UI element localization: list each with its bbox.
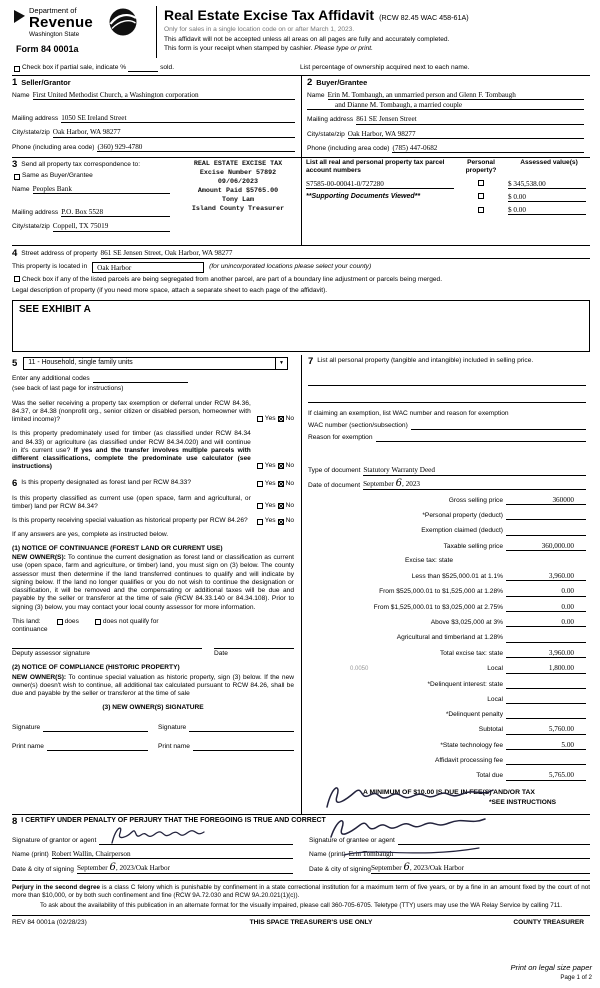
tax-row: Local	[308, 695, 590, 704]
current-use-question: Is this property classified as current use (open space, farm and agricultural, or timber) land per RCW 84.34? Yes No	[12, 494, 294, 511]
chevron-down-icon: ▼	[275, 358, 287, 369]
buyer-mailing-field[interactable]: 861 SE Jensen Street	[356, 115, 584, 124]
additional-codes-field[interactable]	[93, 376, 188, 383]
yes-label: Yes	[264, 502, 276, 510]
parcel-row	[306, 206, 590, 215]
continuance-label: continuance	[12, 626, 48, 633]
yes-label: Yes	[264, 517, 276, 525]
parcel-table	[301, 158, 590, 245]
treasurer-stamp: REAL ESTATE EXCISE TAX Excise Number 57892 09/06/2023 Amount Paid $5765.00 Tony Lam Island County Treasurer	[191, 160, 285, 214]
tax-row-value[interactable]: 5,765.00	[506, 771, 586, 780]
yes-no-group	[255, 415, 294, 423]
tax-row-value[interactable]: 360000	[506, 496, 586, 505]
yes-label: Yes	[264, 479, 276, 487]
tax-computation	[308, 496, 590, 781]
tax-row-value[interactable]	[506, 527, 586, 536]
located-in-label: This property is located in	[12, 263, 88, 271]
header-note-1: Only for sales in a single location code on or after March 1, 2023.	[164, 26, 355, 33]
new-owner-signature-field[interactable]	[43, 731, 148, 732]
seller-name-field[interactable]: First United Methodist Church, a Washington corporation	[33, 91, 295, 100]
tax-row-value[interactable]: 5.00	[506, 741, 586, 750]
print-note: Print on legal size paper Page 1 of 2	[510, 962, 592, 982]
new-owner-print-row: Print name Print name	[12, 743, 294, 751]
partial-sale-checkbox[interactable]	[14, 66, 20, 72]
legal-description-box[interactable]	[12, 300, 590, 352]
exemption-reason-field[interactable]	[376, 441, 586, 442]
buyer-name-field[interactable]: Erin M. Tombaugh, an unmarried person and Glenn F. Tombaugh	[328, 91, 584, 100]
tax-row-value[interactable]	[506, 695, 586, 704]
forest-land-question: 6 Is this property designated as forest land per RCW 84.33? Yes No	[12, 478, 294, 490]
no-label: No	[285, 462, 294, 470]
notice-compliance-title: (2) NOTICE OF COMPLIANCE (HISTORIC PROPERTY)	[12, 664, 180, 672]
historic-question: Is this property receiving special valuation as historical property per RCW 84.26? Yes No	[12, 517, 294, 525]
seller-section: 1 Seller/Grantor Name First United Methodist Church, a Washington corporation Mailing address 1050 SE Ireland Street City/state/zip Oak Harbor, WA 98277 Phone (including area code) (360) 929-4780	[12, 76, 301, 157]
exhibit-text: SEE EXHIBIT A	[19, 304, 91, 316]
grantor-signature-field[interactable]	[99, 844, 293, 845]
tax-row-value[interactable]: 5,760.00	[506, 725, 586, 734]
no-label: No	[285, 415, 294, 423]
correspondence-intro: Send all property tax correspondence to:	[21, 161, 141, 169]
tax-row: Affidavit processing fee	[308, 756, 590, 765]
no-checkbox[interactable]	[278, 463, 284, 469]
rev-number: REV 84 0001a (02/28/23)	[12, 918, 87, 926]
new-owner-signature-row: Signature Signature	[12, 724, 294, 732]
seller-city-field[interactable]: Oak Harbor, WA 98277	[53, 128, 295, 137]
correspondence-section: 3 Send all property tax correspondence to: Same as Buyer/Grantee Name Peoples Bank Mailing address P.O. Box 5528 City/state/zip Coppell, TX 75019 REAL ESTATE EXCISE TAX Excise Number 57892 09/06/2023 Amount Paid $5765.00 Tony Lam Island County Treasurer List all real and personal property tax parcel account numbers Personal property? Assessed value(s) S7585-00-00041-0/727280 $ 345,538.00 **Supporting Documents Viewed** $ 0.00 $ 0.00	[12, 158, 590, 246]
handwritten-day: 6	[403, 862, 410, 874]
new-owner-print-field[interactable]	[47, 750, 148, 751]
tax-row-value[interactable]	[506, 680, 586, 689]
dept-line2: Revenue	[29, 14, 93, 32]
no-checkbox[interactable]	[278, 519, 284, 525]
grantee-print-name-field[interactable]: Erin Tombaugh	[349, 850, 590, 859]
yes-no-group	[255, 517, 294, 525]
handwritten-day: 6	[109, 862, 116, 874]
yes-no-group	[255, 502, 294, 510]
document-type-field[interactable]: Statutory Warranty Deed	[363, 466, 586, 475]
exemption-note: If claiming an exemption, list WAC number and reason for exemption	[308, 409, 509, 417]
page-footer	[12, 915, 590, 927]
yes-checkbox[interactable]	[257, 503, 263, 509]
certify-statement: I CERTIFY UNDER PENALTY OF PERJURY THAT THE FOREGOING IS TRUE AND CORRECT	[21, 817, 326, 825]
property-type-value: 11 - Household, single family units	[28, 359, 133, 367]
assessed-value-field[interactable]: $ 345,538.00	[508, 180, 586, 189]
yes-no-group	[255, 480, 294, 488]
deputy-signature-line[interactable]: Deputy assessor signature	[12, 648, 202, 658]
local-rate: 0.0050	[350, 666, 369, 673]
no-checkbox[interactable]	[278, 416, 284, 422]
grantor-date-field[interactable]: September 6, 2023/Oak Harbor	[77, 864, 293, 874]
partial-sale-label: Check box if partial sale, indicate %	[22, 64, 127, 71]
exemption-question: Was the seller receiving a property tax exemption or deferral under RCW 84.36, 84.37, or 84.38 (nonprofit org., senior citizen or disabled person, homeowner with limited income)? Yes No	[12, 399, 294, 424]
located-note: (for unincorporated locations please select your county)	[209, 263, 372, 271]
tty-note: To ask about the availability of this publication in an alternate format for the visually impaired, please call 360-705-6705. Teletype (TTY) users may use the WA Relay Service by calling 711.	[39, 902, 563, 910]
tax-row-value[interactable]: 3,960.00	[506, 649, 586, 658]
personal-property-header: Personal property?	[465, 159, 497, 175]
same-as-buyer-checkbox[interactable]	[14, 174, 20, 180]
partial-sale-row	[12, 62, 590, 76]
buyer-city-field[interactable]: Oak Harbor, WA 98277	[348, 130, 584, 139]
dept-line3: Washington State	[29, 31, 80, 39]
personal-property-checkbox[interactable]	[478, 180, 484, 186]
tax-row: Above $3,025,000 at 3% 0.00	[308, 618, 590, 627]
dor-logo-icon	[108, 7, 138, 40]
grantee-signature-block: Signature of grantee or agent Name (print) Erin Tombaugh Date & city of signing September 6, 2023/Oak Harbor	[309, 827, 590, 875]
personal-property-field[interactable]	[308, 390, 586, 403]
assessed-value-header: Assessed value(s)	[520, 159, 578, 167]
tax-row: *Delinquent penalty	[308, 710, 590, 719]
tax-row: Exemption claimed (deduct)	[308, 527, 590, 536]
seller-title: Seller/Grantor	[21, 78, 71, 88]
parcel-header: List all real and personal property tax parcel account numbers	[306, 159, 445, 175]
tax-row: Total excise tax: state 3,960.00	[308, 649, 590, 658]
yes-checkbox[interactable]	[257, 481, 263, 487]
parcel-row	[306, 193, 590, 202]
partial-percent-field[interactable]	[128, 65, 158, 72]
new-owner-print-field[interactable]	[193, 750, 294, 751]
header-note-3: This form is your receipt when stamped by cashier. Please type or print.	[164, 45, 373, 53]
personal-property-intro: List all personal property (tangible and intangible) included in selling price.	[317, 357, 534, 365]
tax-row-value[interactable]: 1,800.00	[506, 664, 586, 673]
partial-sold-label: sold.	[160, 64, 175, 71]
document-date-field[interactable]: September 6, 2023	[363, 480, 586, 490]
yes-checkbox[interactable]	[257, 463, 263, 469]
buyer-name-field-line2[interactable]: and Dianne M. Tombaugh, a married couple	[307, 101, 584, 110]
grantor-print-name-field[interactable]: Robert Wallin, Chairperson	[52, 850, 293, 859]
use-classification-column: 5 11 - Household, single family units ▼ Enter any additional codes (see back of last page for instructions) Was the seller receiving a property tax exemption or deferral under RCW 84.36, 84.37, or 84.38 (nonprofit org., senior citizen or disabled person, homeowner with limited income)? Yes No Is this property predominately used for timber (as classified under RCW 84.34 and 84.33) or agriculture (as classified under RCW 84.34.020) and will continue in it's current use? If yes and the transfer involves multiple parcels with different classifications, complete the predominate use calculator (see instructions) Yes No 6 Is this property designated as forest land per RCW 84.33? Yes No Is this property classified as current use (open space, farm and agricultural, or timber) land per RCW 84.34? Yes No Is this property receiving special valuation as historical property per RCW 84.26? Yes No If any answers are yes, complete as instructed below. (1) NOTICE OF CONTINUANCE (FOREST LAND OR CURRENT USE) NEW OWNER(S): To continue the current designation as forest land or classification as current use (open space, farm and agriculture, or timber) land, you must sign on (3) below. The county assessor must then determine if the land transferred continues to qualify and will indicate by signing below. If the land no longer qualifies or you do not wish to continue the designation or classification, it will be removed and the compensating or additional taxes will be due and payable by the seller or transferor at the time of sale (RCW 84.33.140 or 84.34.108). Prior to signing (3) below, you may contact your local county assessor for more information. This land: does does not qualify for continuance Deputy assessor signature Date (2) NOTICE OF COMPLIANCE (HISTORIC PROPERTY) NEW OWNER(S): To continue special valuation as historic property, sign (3) below. If the new owner(s) doesn't wish to continue, all additional tax calculated pursuant to RCW 84.26, shall be due and payable by the seller or transferor at the time of sale (3) NEW OWNER(S) SIGNATURE Signature Signature Print name Print name	[12, 357, 295, 750]
seller-mailing-field[interactable]: 1050 SE Ireland Street	[61, 114, 295, 123]
agency-block	[12, 6, 154, 62]
parcel-number-field[interactable]: S7585-00-00041-0/727280	[306, 180, 454, 189]
wac-number-field[interactable]	[411, 429, 586, 430]
dept-line1: Department of	[29, 6, 77, 15]
tax-row: Total due 5,765.00	[308, 771, 590, 780]
segregated-checkbox[interactable]	[14, 276, 20, 282]
personal-property-field[interactable]	[308, 373, 586, 386]
tax-row: From $1,525,000.01 to $3,025,000 at 2.75% 0.00	[308, 603, 590, 612]
grantee-signature-field[interactable]	[398, 844, 590, 845]
new-owner-signature-field[interactable]	[189, 731, 294, 732]
no-label: No	[285, 502, 294, 510]
tax-row: *Personal property (deduct)	[308, 511, 590, 520]
treasurer-space-label: THIS SPACE TREASURER'S USE ONLY	[249, 918, 373, 926]
tax-row: Agricultural and timberland at 1.28%	[308, 634, 590, 643]
form-number: Form 84 0001a	[16, 44, 79, 55]
tax-column: 7 List all personal property (tangible and intangible) included in selling price. If claiming an exemption, list WAC number and reason for exemption WAC number (section/subsection) Reason for exemption Type of document Statutory Warranty Deed Date of document September 6, 2023 Gross selling price 360000 *Personal property (deduct) Exemption claimed (deduct) Taxable selling price 360,000.00 Excise tax: state Less than $525,000.01 at 1.1% 3,960.00 From $525,000.01 to $1,525,000 at 1.28% 0.00 From $1,525,000.01 to $3,025,000 at 2.75% 0.00 Above $3,025,000 at 3% 0.00 Agricultural and timberland at 1.28% Total excise tax: state 3,960.00 0.0050 Local 1,800.00 *Delinquent interest: state Local *Delinquent penalty Subtotal 5,760.00 *State technology fee 5.00 Affidavit processing fee Total due 5,765.00 A MINIMUM OF $10.00 IS DUE IN FEE(S) AND/OR TAX *SEE INSTRUCTIONS	[301, 355, 590, 814]
property-type-dropdown[interactable]	[23, 357, 288, 370]
tax-row: From $525,000.01 to $1,525,000 at 1.28% 0.00	[308, 587, 590, 596]
yes-label: Yes	[264, 462, 276, 470]
tax-row: Gross selling price 360000	[308, 496, 590, 505]
tax-row-value[interactable]: 0.00	[506, 603, 586, 612]
no-label: No	[285, 517, 294, 525]
yes-label: Yes	[264, 415, 276, 423]
correspondence-city-field[interactable]: Coppell, TX 75019	[53, 222, 170, 231]
personal-property-checkbox[interactable]	[478, 207, 484, 213]
header-note-2: This affidavit will not be accepted unless all areas on all pages are fully and accurately completed.	[164, 35, 450, 43]
tax-row-value[interactable]	[506, 511, 586, 520]
same-as-buyer-label: Same as Buyer/Grantee	[22, 171, 93, 179]
deputy-assessor-row	[12, 648, 294, 658]
minimum-due-note: A MINIMUM OF $10.00 IS DUE IN FEE(S) AND/OR TAX	[363, 788, 535, 796]
main-columns	[12, 355, 590, 815]
assessed-value-field[interactable]: $ 0.00	[508, 206, 586, 215]
form-header	[12, 6, 590, 62]
parties-section	[12, 76, 590, 158]
notice-continuance-title: (1) NOTICE OF CONTINUANCE (FOREST LAND OR CURRENT USE)	[12, 544, 223, 552]
certification-section: 8 I CERTIFY UNDER PENALTY OF PERJURY THAT THE FOREGOING IS TRUE AND CORRECT Signature of grantor or agent Name (print) Robert Wallin, Chairperson Date & city of signing September 6, 2023/Oak Harbor Signature of grantee or agent Name (print) Erin Tombaugh Date & city of signing September 6, 2023/Oak Harbor	[12, 815, 590, 877]
personal-property-checkbox[interactable]	[478, 193, 484, 199]
notice-compliance-body: NEW OWNER(S): To continue special valuation as historic property, sign (3) below. If the new owner(s) doesn't wish to continue, all additional tax calculated pursuant to RCW 84.26, shall be due and payable by the seller or transferor at the time of sale	[12, 673, 295, 698]
tax-row-value[interactable]	[506, 634, 586, 643]
tax-row-value[interactable]: 360,000.00	[506, 542, 586, 551]
buyer-section: 2 Buyer/Grantee Name Erin M. Tombaugh, an unmarried person and Glenn F. Tombaugh and Dianne M. Tombaugh, a married couple Mailing address 861 SE Jensen Street City/state/zip Oak Harbor, WA 98277 Phone (including area code) (785) 447-0682	[301, 76, 590, 157]
tax-row: Taxable selling price 360,000.00	[308, 542, 590, 551]
yes-checkbox[interactable]	[257, 416, 263, 422]
legal-description-label: Legal description of property (if you need more space, attach a separate sheet to each page of the affidavit).	[12, 286, 328, 294]
tax-section-header: Excise tax: state	[404, 557, 453, 565]
header-divider	[156, 6, 157, 58]
tax-row-value[interactable]	[506, 710, 586, 719]
tax-row: *State technology fee 5.00	[308, 741, 590, 750]
new-owners-signature-title: (3) NEW OWNER(S) SIGNATURE	[102, 704, 204, 712]
correspondence-mailing-field[interactable]: P.O. Box 5528	[61, 208, 170, 217]
street-address-field[interactable]: 861 SE Jensen Street, Oak Harbor, WA 98277	[101, 249, 590, 258]
does-not-checkbox[interactable]	[95, 619, 101, 625]
correspondence-name-field[interactable]: Peoples Bank	[33, 185, 170, 194]
tax-row: Less than $525,000.01 at 1.1% 3,960.00	[308, 572, 590, 581]
tax-row-local: 0.0050 Local 1,800.00	[308, 664, 590, 673]
grantor-signature-block: Signature of grantor or agent Name (print) Robert Wallin, Chairperson Date & city of signing September 6, 2023/Oak Harbor	[12, 827, 293, 875]
see-instructions-note: *SEE INSTRUCTIONS	[488, 799, 556, 807]
notice-continuance-body: NEW OWNER(S): To continue the current designation as forest land or classification as current use (open space, farm and agriculture, or timber) land, you must sign on (3) below. The county assessor must then determine if the land transferred continues to qualify and will indicate by signing below. If the land no longer qualifies or you do not wish to continue the designation or classification, it will be removed and the compensating or additional taxes will be due and payable by the seller or transferor at the time of sale (RCW 84.33.140 or 84.34.108). Prior to signing (3) below, you may contact your local county assessor for more information.	[12, 554, 294, 611]
land-qualify-row: This land: does does not qualify for	[12, 617, 159, 625]
tax-row-value[interactable]: 0.00	[506, 587, 586, 596]
location-select[interactable]: Oak Harbor	[92, 262, 204, 273]
does-checkbox[interactable]	[57, 619, 63, 625]
county-treasurer-label: COUNTY TREASURER	[513, 918, 584, 926]
grantee-date-field[interactable]: September 6, 2023/Oak Harbor	[371, 864, 590, 874]
deputy-date-line[interactable]: Date	[214, 648, 294, 658]
page-number: Page 1 of 2	[560, 974, 592, 982]
codes-note: (see back of last page for instructions)	[12, 385, 124, 393]
rcw-reference: (RCW 82.45 WAC 458-61A)	[379, 13, 469, 22]
assessed-value-field[interactable]: $ 0.00	[508, 193, 586, 202]
no-label: No	[285, 479, 294, 487]
tax-row: *Delinquent interest: state	[308, 680, 590, 689]
handwritten-day: 6	[395, 477, 403, 489]
personal-property-section: 7 List all personal property (tangible and intangible) included in selling price.	[308, 356, 534, 368]
page-title: Real Estate Excise Tax Affidavit	[164, 7, 375, 23]
tax-row-value[interactable]	[506, 756, 586, 765]
no-checkbox[interactable]	[278, 481, 284, 487]
timber-question: Is this property predominately used for timber (as classified under RCW 84.34 and 84.33) or agriculture (as classified under RCW 84.34.020) and will continue in it's current use? If yes and the transfer involves multiple parcels with different classifications, complete the predominate use calculator (see instructions) Yes No	[12, 430, 294, 471]
tax-row: Subtotal 5,760.00	[308, 725, 590, 734]
parcel-row	[306, 180, 590, 189]
buyer-title: Buyer/Grantee	[316, 78, 368, 88]
ownership-note: List percentage of ownership acquired next to each name.	[300, 64, 470, 71]
no-checkbox[interactable]	[278, 503, 284, 509]
segregated-label: Check box if any of the listed parcels are being segregated from another parcel, are part of a boundary line adjustment or parcels being merged.	[22, 275, 443, 283]
perjury-notice: Perjury in the second degree is a class C felony which is punishable by confinement in a state correctional institution for a maximum term of five years, or by a fine in an amount fixed by the court of not more than $10,000, or by both such confinement and fine (RCW 9A.72.030 and RCW 9A.20.021(1)(c)). To ask about the availability of this publication in an alternate format for the visually impaired, please call 360-705-6705. Teletype (TTY) users may use the WA Relay Service by calling 711.	[12, 880, 590, 912]
seller-phone-field[interactable]: (360) 929-4780	[97, 143, 295, 152]
yes-no-group	[255, 462, 294, 470]
buyer-phone-field[interactable]: (785) 447-0682	[392, 144, 584, 153]
if-yes-note: If any answers are yes, complete as instructed below.	[12, 530, 169, 538]
tax-row-value[interactable]: 0.00	[506, 618, 586, 627]
corner-mark-icon	[14, 10, 25, 23]
property-location-section: 4 Street address of property 861 SE Jensen Street, Oak Harbor, WA 98277 This property is located in Oak Harbor (for unincorporated locations please select your county) Check box if any of the listed parcels are being segregated from another parcel, are part of a boundary line adjustment or parcels being merged. Legal description of property (if you need more space, attach a separate sheet to each page of the affidavit).	[12, 246, 590, 297]
yes-checkbox[interactable]	[257, 519, 263, 525]
tax-row-value[interactable]: 3,960.00	[506, 572, 586, 581]
supporting-docs-note: **Supporting Documents Viewed**	[306, 193, 421, 201]
